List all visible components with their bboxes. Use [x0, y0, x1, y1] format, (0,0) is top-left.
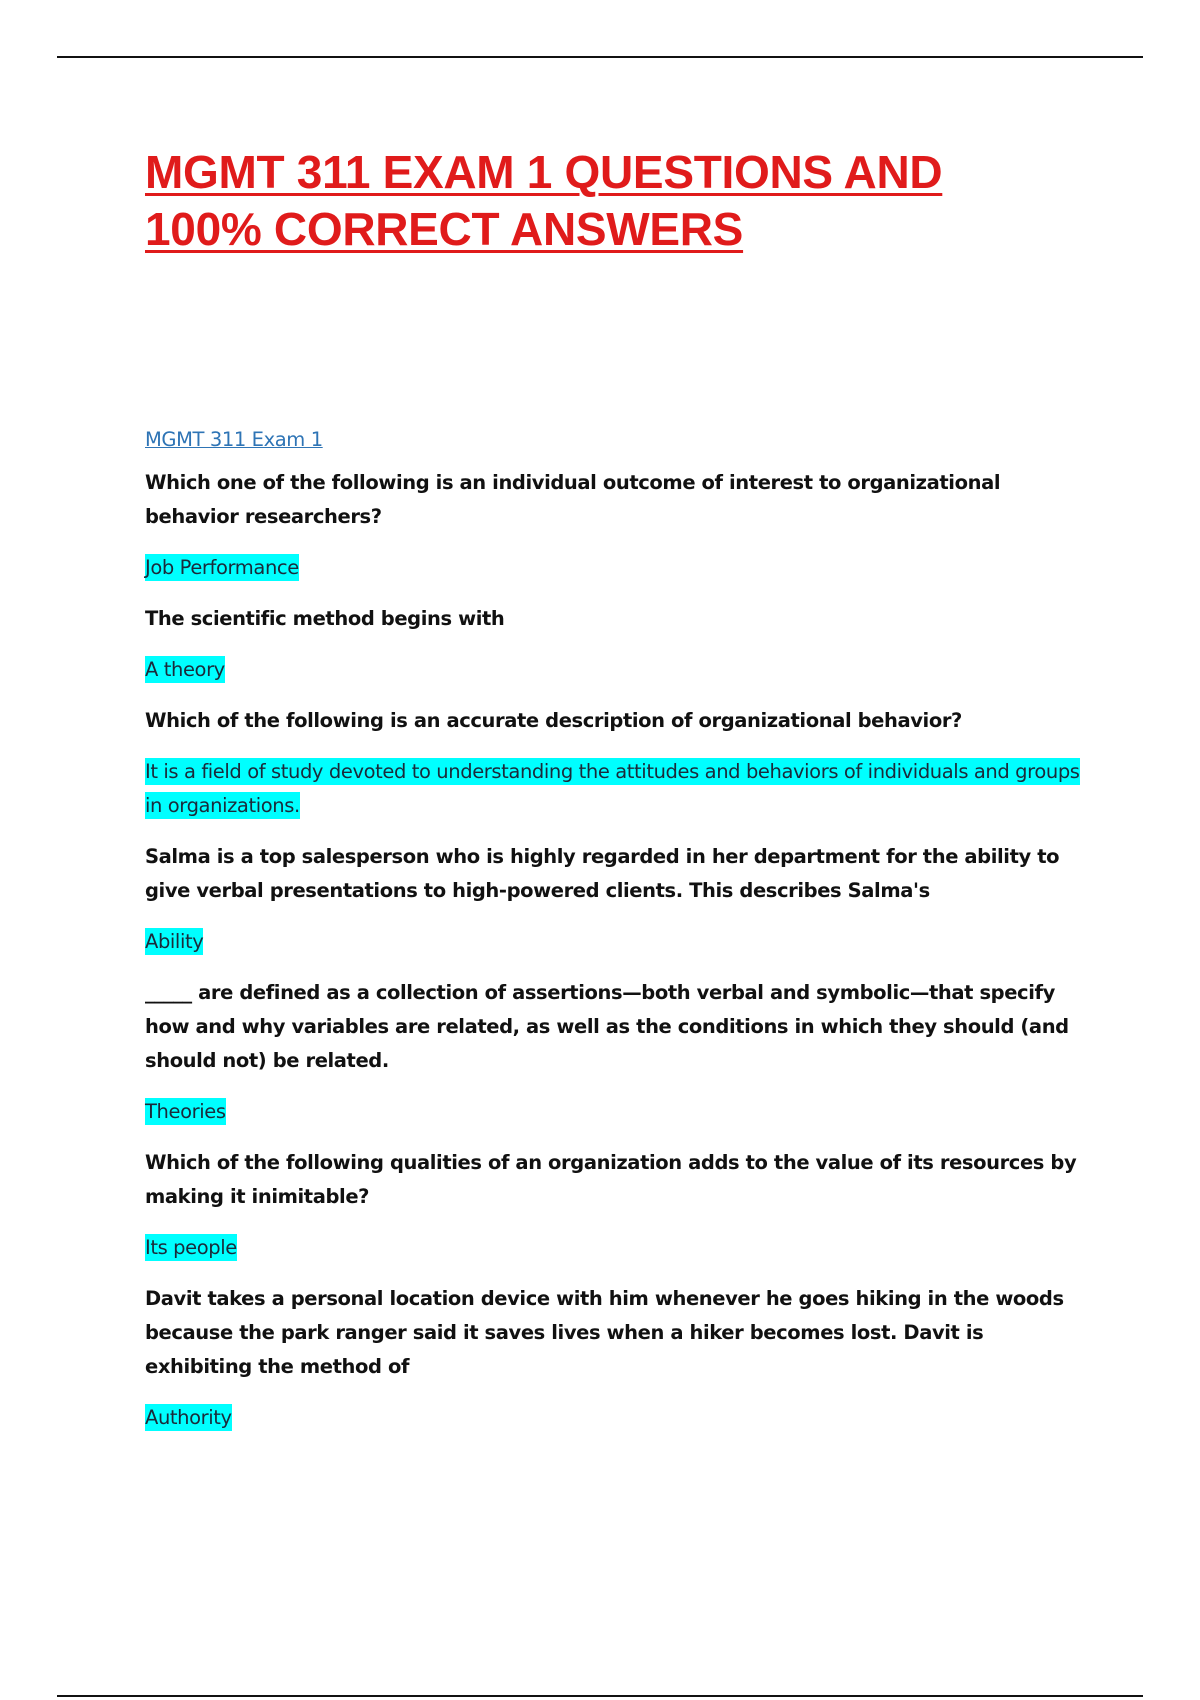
- question-text: Which of the following is an accurate description of organizational behavior?: [145, 709, 962, 732]
- qa-item: [145, 840, 1090, 959]
- question-text: _____ are defined as a collection of assertions—both verbal and symbolic—that specify how and why variables are related, as well as the conditions in which they should (and should not) be related.: [145, 981, 1069, 1072]
- answer: [145, 1231, 1090, 1265]
- answer-highlight: A theory: [145, 658, 225, 681]
- answer: [145, 653, 1090, 687]
- footer-rule: [57, 1695, 1143, 1697]
- header-rule: [57, 56, 1143, 58]
- answer-highlight: It is a field of study devoted to understanding the attitudes and behaviors of individuals and groups in organizations.: [145, 760, 1080, 817]
- qa-item: [145, 1282, 1090, 1435]
- answer: [145, 1095, 1090, 1129]
- qa-item: [145, 704, 1090, 823]
- answer: [145, 1401, 1090, 1435]
- question-text: Davit takes a personal location device with him whenever he goes hiking in the woods because the park ranger said it saves lives when a hiker becomes lost. Davit is exhibiting the method of: [145, 1287, 1064, 1378]
- question-text: Salma is a top salesperson who is highly regarded in her department for the ability to give verbal presentations to high-powered clients. This describes Salma's: [145, 845, 1060, 902]
- answer: [145, 551, 1090, 585]
- answer-highlight: Theories: [145, 1100, 226, 1123]
- document-title: [145, 144, 1105, 258]
- qa-item: [145, 602, 1090, 687]
- answer: [145, 925, 1090, 959]
- qa-list: [145, 466, 1090, 1435]
- answer-highlight: Authority: [145, 1406, 232, 1429]
- title-line-2: 100% CORRECT ANSWERS: [145, 203, 744, 255]
- question-text: Which one of the following is an individual outcome of interest to organizational behavior researchers?: [145, 471, 1001, 528]
- title-line-1: MGMT 311 EXAM 1 QUESTIONS AND: [145, 146, 943, 198]
- qa-item: [145, 1146, 1090, 1265]
- question-text: The scientific method begins with: [145, 607, 505, 630]
- answer-highlight: Its people: [145, 1236, 237, 1259]
- question-text: Which of the following qualities of an organization adds to the value of its resources by making it inimitable?: [145, 1151, 1077, 1208]
- document-body: [145, 423, 1090, 1452]
- qa-item: [145, 466, 1090, 585]
- answer: [145, 755, 1090, 823]
- qa-item: [145, 976, 1090, 1129]
- answer-highlight: Job Performance: [145, 556, 299, 579]
- answer-highlight: Ability: [145, 930, 204, 953]
- exam-link[interactable]: MGMT 311 Exam 1: [145, 428, 323, 451]
